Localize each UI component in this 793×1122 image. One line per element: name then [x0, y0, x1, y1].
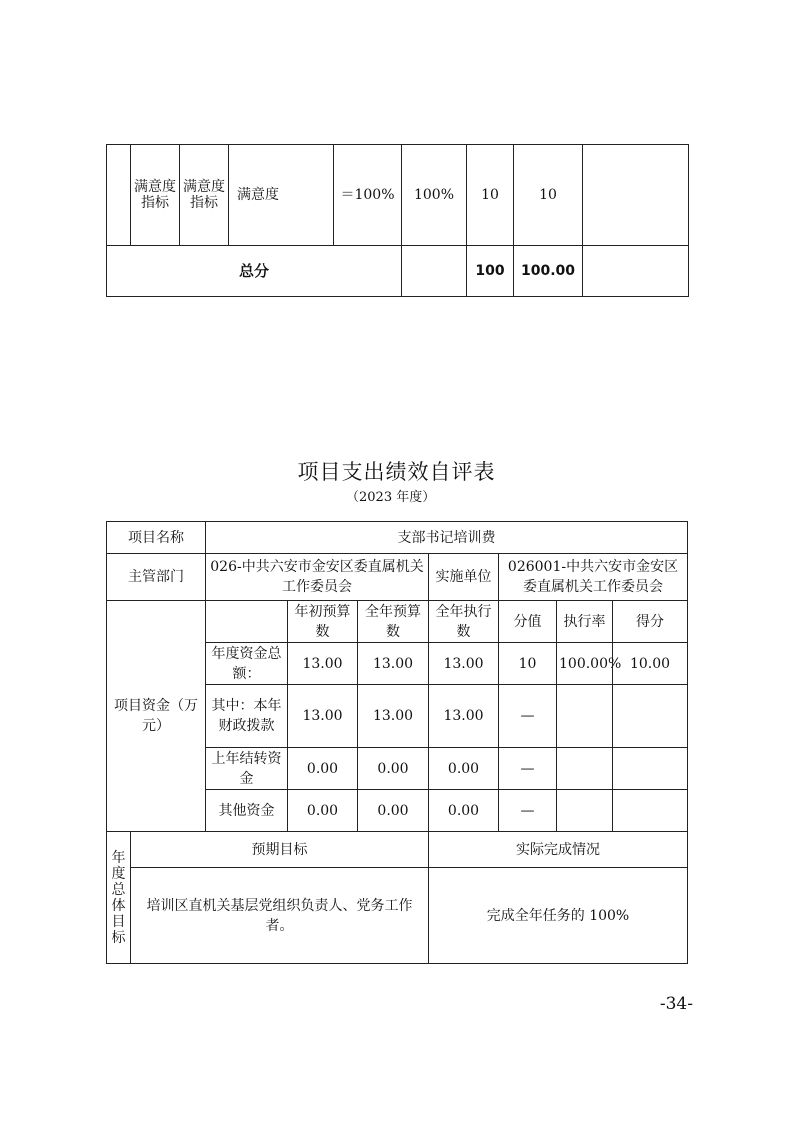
target-value-cell: ＝100% — [334, 145, 402, 246]
total-weight: 100 — [467, 246, 514, 297]
funds-header-weight: 分值 — [499, 601, 557, 643]
funds-row-label: 年度资金总额： — [206, 643, 288, 685]
remark-cell — [583, 145, 689, 246]
funds-annual: 13.00 — [358, 685, 429, 748]
goals-section-label: 年度总体目标 — [107, 832, 131, 964]
page-title: 项目支出绩效自评表 — [297, 460, 496, 484]
funds-score — [613, 685, 688, 748]
project-name-value: 支部书记培训费 — [206, 522, 688, 554]
dept-label: 主管部门 — [107, 554, 206, 601]
impl-label: 实施单位 — [429, 554, 499, 601]
funds-rate — [557, 748, 613, 790]
funds-header-rate: 执行率 — [557, 601, 613, 643]
total-empty-cell — [402, 246, 467, 297]
funds-executed: 0.00 — [429, 748, 499, 790]
funds-rate: 100.00% — [557, 643, 613, 685]
funds-weight: 10 — [499, 643, 557, 685]
total-remark-cell — [583, 246, 689, 297]
expected-goal-header: 预期目标 — [131, 832, 429, 868]
weight-cell: 10 — [467, 145, 514, 246]
impl-value: 026001-中共六安市金安区委直属机关工作委员会 — [499, 554, 688, 601]
expected-goal-text: 培训区直机关基层党组织负责人、党务工作者。 — [131, 868, 429, 964]
indicator-name-cell: 满意度 — [229, 145, 334, 246]
total-score: 100.00 — [514, 246, 583, 297]
funds-initial: 13.00 — [288, 685, 358, 748]
funds-executed: 13.00 — [429, 685, 499, 748]
page-number: -34- — [659, 994, 693, 1014]
funds-section-label: 项目资金（万元） — [107, 601, 206, 832]
actual-result-text: 完成全年任务的 100% — [429, 868, 688, 964]
funds-annual: 0.00 — [358, 790, 429, 832]
funds-rate — [557, 685, 613, 748]
funds-score — [613, 790, 688, 832]
funds-initial: 0.00 — [288, 748, 358, 790]
category-cell — [107, 145, 131, 246]
funds-annual: 0.00 — [358, 748, 429, 790]
funds-rate — [557, 790, 613, 832]
funds-initial: 0.00 — [288, 790, 358, 832]
funds-score: 10.00 — [613, 643, 688, 685]
funds-initial: 13.00 — [288, 643, 358, 685]
funds-weight: — — [499, 790, 557, 832]
score-cell: 10 — [514, 145, 583, 246]
page-subtitle: （2023 年度） — [346, 490, 436, 505]
dept-value: 026-中共六安市金安区委直属机关工作委员会 — [206, 554, 429, 601]
funds-annual: 13.00 — [358, 643, 429, 685]
level1-indicator-cell: 满意度指标 — [131, 145, 180, 246]
funds-executed: 13.00 — [429, 643, 499, 685]
performance-table — [106, 521, 688, 964]
funds-row-label: 上年结转资金 — [206, 748, 288, 790]
funds-header-blank — [206, 601, 288, 643]
funds-score — [613, 748, 688, 790]
funds-header-executed: 全年执行数 — [429, 601, 499, 643]
funds-weight: — — [499, 748, 557, 790]
funds-row-label: 其他资金 — [206, 790, 288, 832]
total-label: 总分 — [107, 246, 402, 297]
funds-row-label: 其中：本年财政拨款 — [206, 685, 288, 748]
level2-indicator-cell: 满意度指标 — [180, 145, 229, 246]
funds-header-score: 得分 — [613, 601, 688, 643]
funds-header-initial: 年初预算数 — [288, 601, 358, 643]
actual-value-cell: 100% — [402, 145, 467, 246]
funds-header-annual: 全年预算数 — [358, 601, 429, 643]
funds-weight: — — [499, 685, 557, 748]
project-name-label: 项目名称 — [107, 522, 206, 554]
satisfaction-table — [106, 144, 689, 297]
funds-executed: 0.00 — [429, 790, 499, 832]
actual-result-header: 实际完成情况 — [429, 832, 688, 868]
